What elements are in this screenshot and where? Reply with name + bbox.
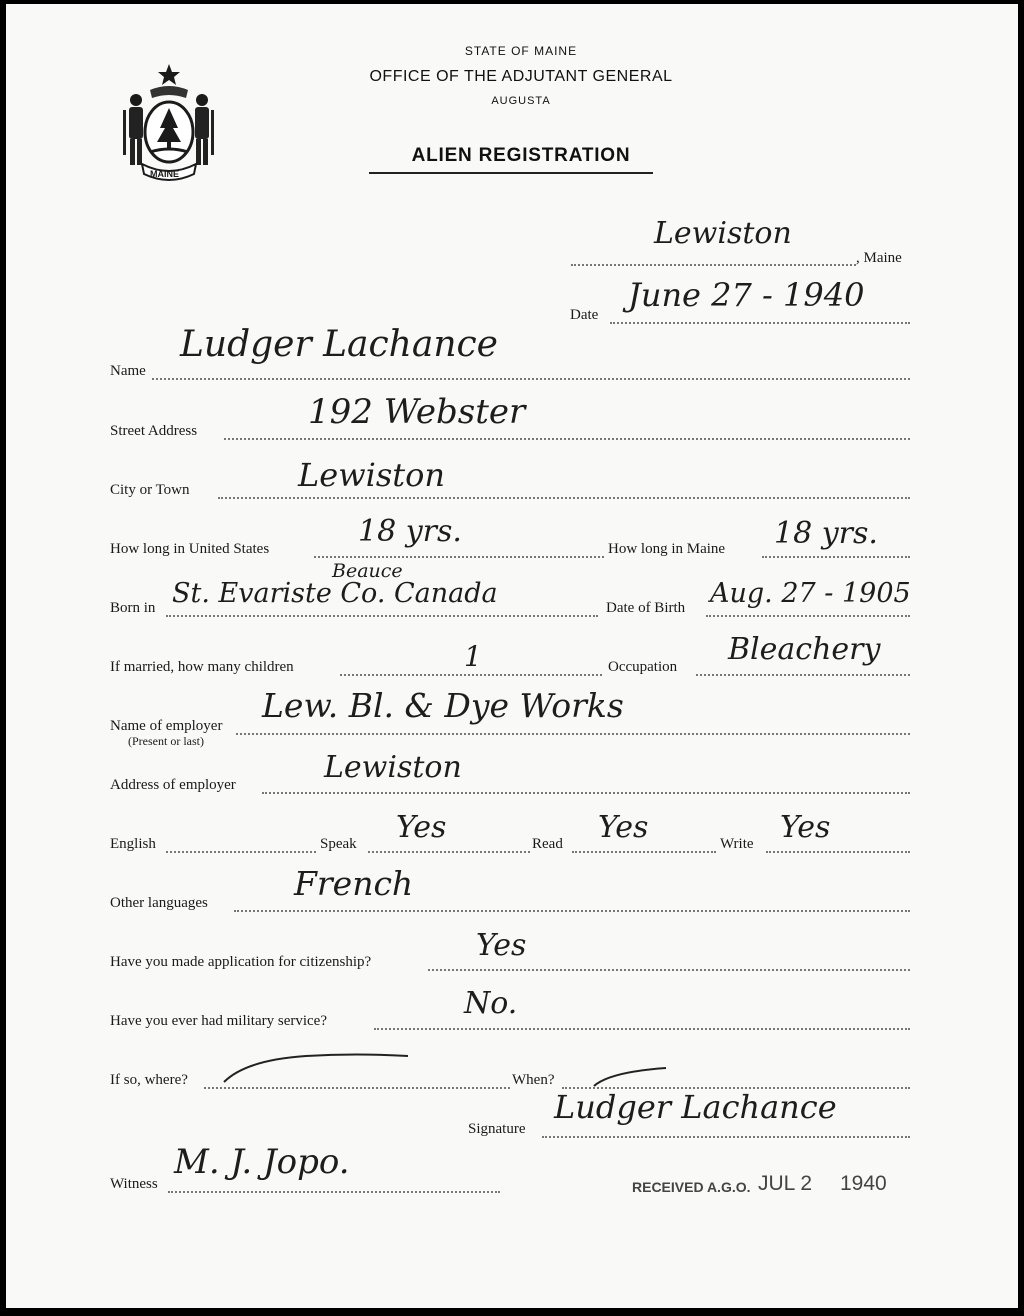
write-value: Yes [780, 810, 831, 845]
citizenship-label: Have you made application for citizenship? [110, 954, 372, 970]
employer-sublabel: (Present or last) [128, 734, 204, 748]
english-line [166, 851, 316, 853]
signature-label: Signature [468, 1121, 526, 1137]
maine-label: , Maine [856, 250, 902, 266]
employer-value: Lew. Bl. & Dye Works [262, 686, 624, 725]
write-label: Write [720, 836, 754, 852]
how-long-maine-label: How long in Maine [608, 541, 726, 557]
maine-state-seal-icon [114, 60, 224, 185]
dob-line [706, 615, 910, 617]
where-dash-mark [216, 1048, 416, 1088]
name-line [152, 378, 910, 380]
how-long-maine-value: 18 yrs. [774, 516, 878, 551]
date-line [610, 322, 910, 324]
military-label: Have you ever had military service? [110, 1013, 327, 1029]
how-long-us-line [314, 556, 604, 558]
employer-label: Name of employer [110, 718, 223, 734]
military-value: No. [464, 986, 518, 1021]
occupation-label: Occupation [608, 659, 678, 675]
dob-label: Date of Birth [606, 600, 686, 616]
date-label: Date [570, 307, 599, 323]
speak-line [368, 851, 530, 853]
received-stamp-year: 1940 [840, 1172, 887, 1195]
header-office: OFFICE OF THE ADJUTANT GENERAL [369, 68, 673, 85]
signature-line [542, 1136, 910, 1138]
witness-line [168, 1191, 500, 1193]
occupation-line [696, 674, 910, 676]
street-address-label: Street Address [110, 423, 198, 439]
alien-registration-form [6, 4, 1018, 1308]
read-line [572, 851, 716, 853]
born-value: St. Evariste Co. Canada [172, 578, 498, 609]
witness-value: M. J. Jopo. [174, 1142, 350, 1182]
born-label: Born in [110, 600, 156, 616]
how-long-maine-line [762, 556, 910, 558]
how-long-us-label: How long in United States [110, 541, 270, 557]
citizenship-value: Yes [476, 928, 527, 963]
city-label: City or Town [110, 482, 190, 498]
employer-address-label: Address of employer [110, 777, 236, 793]
if-so-where-label: If so, where? [110, 1072, 188, 1088]
employer-address-line [262, 792, 910, 794]
header-state: STATE OF MAINE [464, 44, 578, 58]
seal-banner-text: MAINE [150, 169, 179, 179]
english-label: English [110, 836, 156, 852]
employer-line [236, 733, 910, 735]
date-value: June 27 - 1940 [628, 276, 865, 314]
received-stamp-date: JUL 2 [758, 1172, 813, 1195]
employer-address-value: Lewiston [324, 750, 462, 785]
name-label: Name [110, 363, 146, 379]
born-note-value: Beauce [332, 560, 403, 582]
city-line [218, 497, 910, 499]
citizenship-line [428, 969, 910, 971]
when-dash-mark [590, 1062, 670, 1090]
children-line [340, 674, 602, 676]
read-label: Read [532, 836, 563, 852]
children-value: 1 [464, 640, 482, 673]
occupation-value: Bleachery [728, 632, 881, 667]
write-line [766, 851, 910, 853]
children-label: If married, how many children [110, 659, 294, 675]
speak-value: Yes [396, 810, 447, 845]
read-value: Yes [598, 810, 649, 845]
received-stamp-text: RECEIVED A.G.O. [632, 1179, 751, 1195]
how-long-us-value: 18 yrs. [358, 514, 462, 549]
header-city: AUGUSTA [491, 95, 551, 107]
other-languages-label: Other languages [110, 895, 208, 911]
dob-value: Aug. 27 - 1905 [710, 578, 911, 609]
other-languages-line [234, 910, 910, 912]
born-line [166, 615, 598, 617]
military-line [374, 1028, 910, 1030]
speak-label: Speak [320, 836, 357, 852]
when-label: When? [512, 1072, 555, 1088]
town-line [571, 264, 856, 266]
witness-label: Witness [110, 1176, 158, 1192]
street-address-line [224, 438, 910, 440]
title-underline [369, 172, 653, 174]
signature-value: Ludger Lachance [554, 1088, 837, 1126]
name-value: Ludger Lachance [180, 324, 498, 365]
city-value: Lewiston [298, 456, 445, 494]
other-languages-value: French [294, 864, 414, 903]
street-address-value: 192 Webster [308, 392, 526, 432]
town-value: Lewiston [654, 216, 792, 251]
form-title: ALIEN REGISTRATION [411, 145, 631, 166]
